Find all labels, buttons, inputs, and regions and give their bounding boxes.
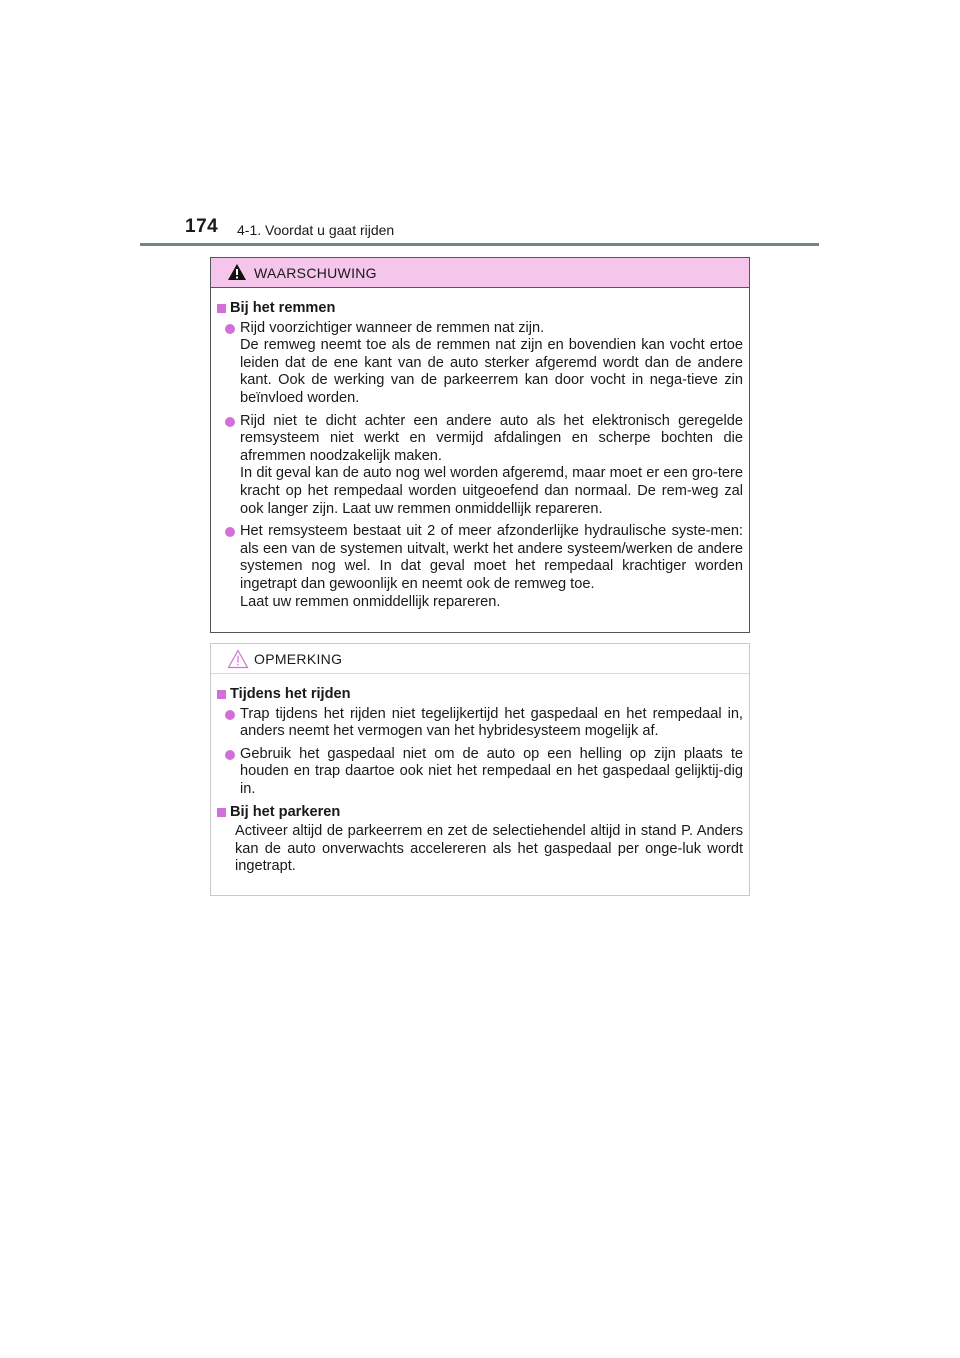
warning-box [210, 257, 750, 633]
header-rule [140, 243, 819, 246]
square-bullet-icon [217, 304, 226, 313]
bullet-dot-icon [225, 324, 235, 334]
warning-label: WAARSCHUWING [254, 264, 377, 281]
note-body [211, 674, 749, 876]
bullet-text: Gebruik het gaspedaal niet om de auto op een helling op zijn plaats te houden en trap daartoe ook niet het rempedaal en het gaspedaal gelijktij-dig in. [240, 745, 743, 797]
list-item [225, 320, 743, 408]
subheading-braking: Bij het remmen [217, 300, 743, 318]
bullet-text: In dit geval kan de auto nog wel worden afgeremd, maar moet er een gro-tere kracht op het rempedaal worden uitgeoefend dan normaal. De rem-weg zal ook langer zijn. Laat uw remmen onmiddellijk repareren. [240, 465, 743, 517]
bullet-dot-icon [225, 750, 235, 760]
note-box [210, 643, 750, 896]
list-item [225, 523, 743, 611]
subheading-parking: Bij het parkeren [217, 804, 743, 822]
note-label: OPMERKING [254, 650, 343, 667]
section-title: 4-1. Voordat u gaat rijden [237, 222, 395, 238]
page-header [185, 214, 825, 244]
bullet-text: Trap tijdens het rijden niet tegelijkertijd het gaspedaal en het rempedaal in, anders neemt het vermogen van het hybridesysteem mogelijk af. [240, 705, 743, 740]
warning-header [211, 258, 749, 288]
bullet-text: Rijd niet te dicht achter een andere auto als het elektronisch geregelde remsysteem niet werkt en vermijd afdalingen en scherpe bochten die afremmen noodzakelijk maken. [240, 412, 743, 464]
bullet-text: De remweg neemt toe als de remmen nat zijn en bovendien kan vocht ertoe leiden dat de ene kant van de auto sterker afgeremd wordt dan de andere kant. Ook de werking van de parkeerrem kan door vocht in nega-tieve zin beïnvloed worden. [240, 337, 743, 406]
bullet-dot-icon [225, 417, 235, 427]
warning-triangle-icon [227, 263, 247, 281]
page-number: 174 [185, 216, 219, 237]
bullet-text: Het remsysteem bestaat uit 2 of meer afzonderlijke hydraulische syste-men: als een van de systemen uitvalt, werkt het andere systeem/werken de andere systemen nog wel. In dat geval moet het rempedaal krachtiger worden ingetrapt dan gewoonlijk en neemt ook de remweg toe. [240, 523, 743, 592]
bullet-dot-icon [225, 527, 235, 537]
square-bullet-icon [217, 808, 226, 817]
note-header [211, 644, 749, 674]
subheading-driving: Tijdens het rijden [217, 686, 743, 704]
bullet-text: Rijd voorzichtiger wanneer de remmen nat zijn. [240, 319, 545, 336]
bullet-text: Laat uw remmen onmiddellijk repareren. [240, 593, 501, 610]
warning-body [211, 288, 749, 611]
square-bullet-icon [217, 690, 226, 699]
list-item [225, 746, 743, 799]
list-item [225, 706, 743, 741]
paragraph: Activeer altijd de parkeerrem en zet de selectiehendel altijd in stand P. Anders kan de auto onverwachts accelereren als het gaspedaal per onge-luk wordt ingetrapt. [235, 823, 743, 875]
bullet-dot-icon [225, 710, 235, 720]
list-item [225, 413, 743, 519]
caution-triangle-outline-icon [227, 649, 249, 669]
